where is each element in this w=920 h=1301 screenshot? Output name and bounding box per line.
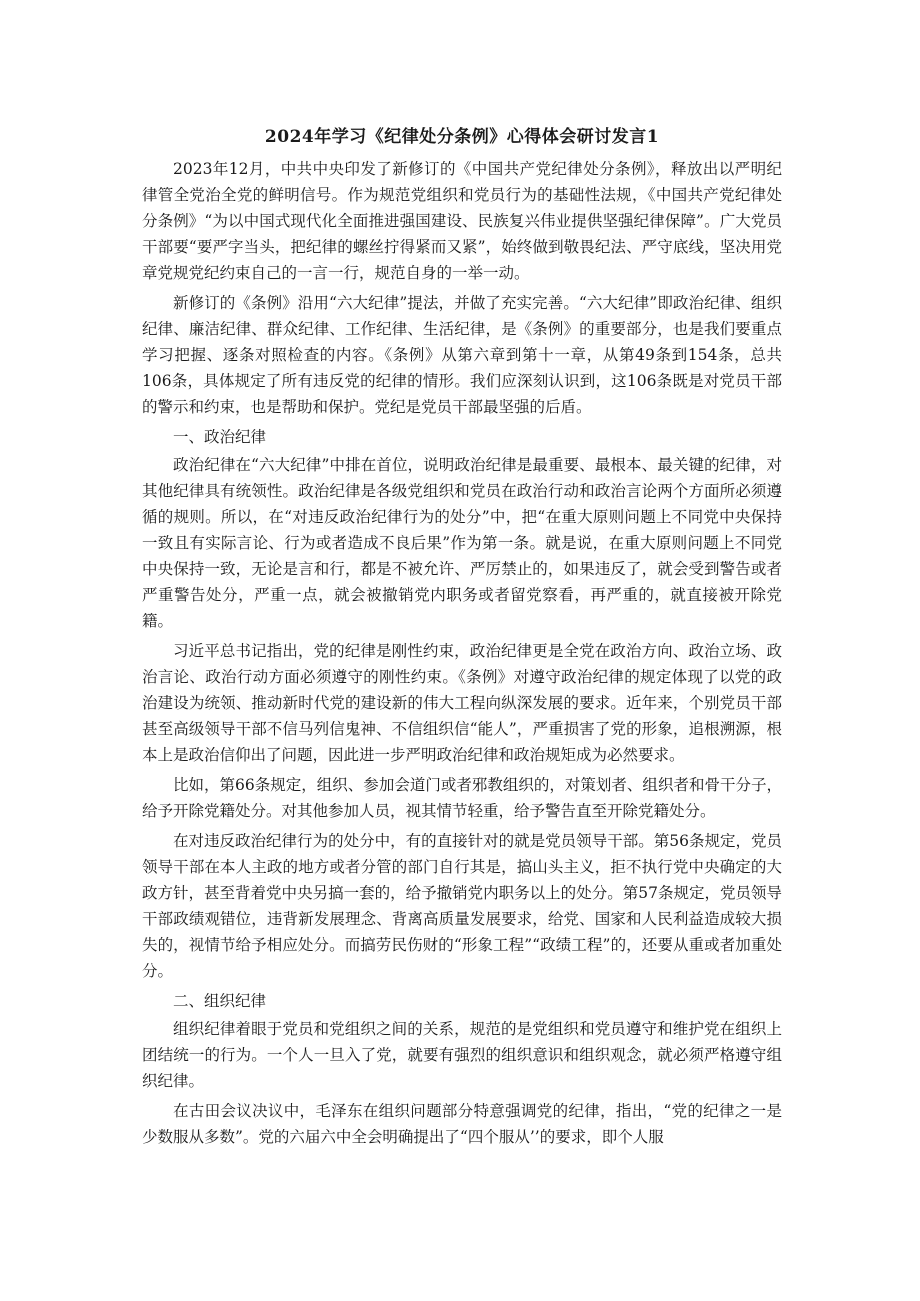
section2-paragraph-2: 在古田会议决议中，毛泽东在组织问题部分特意强调党的纪律，指出，“党的纪律之一是少数服从多数”。党的六届六中全会明确提出了“四个服从’’的要求，即个人服 xyxy=(142,1102,782,1146)
intro-paragraph-1: 2023年12月，中共中央印发了新修订的《中国共产党纪律处分条例》，释放出以严明纪律管全党治全党的鲜明信号。作为规范党组织和党员行为的基础性法规，《中国共产党纪律处分条例》“为以中国式现代化全面推进强国建设、民族复兴伟业提供坚强纪律保障”。广大党员干部要“要严字当头，把纪律的螺丝拧得紧而又紧”，始终做到敬畏纪法、严守底线，坚决用党章党规党纪约束自己的一言一行，规范自身的一举一动。 xyxy=(142,160,782,282)
section2-paragraph-1: 组织纪律着眼于党员和党组织之间的关系，规范的是党组织和党员遵守和维护党在组织上团结统一的行为。一个人一旦入了党，就要有强烈的组织意识和组织观念，就必须严格遵守组织纪律。 xyxy=(142,1020,782,1090)
section1-paragraph-4: 在对违反政治纪律行为的处分中，有的直接针对的就是党员领导干部。第56条规定，党员领导干部在本人主政的地方或者分管的部门自行其是，搞山头主义，拒不执行党中央确定的大政方针，甚至背着党中央另搞一套的，给予撤销党内职务以上的处分。第57条规定，党员领导干部政绩观错位，违背新发展理念、背离高质量发展要求，给党、国家和人民利益造成较大损失的，视情节给予相应处分。而搞劳民伤财的“形象工程”“政绩工程”的，还要从重或者加重处分。 xyxy=(142,832,782,980)
intro-paragraph-2: 新修订的《条例》沿用“六大纪律”提法，并做了充实完善。“六大纪律”即政治纪律、组织纪律、廉洁纪律、群众纪律、工作纪律、生活纪律，是《条例》的重要部分，也是我们要重点学习把握、逐条对照检查的内容。《条例》从第六章到第十一章，从第49条到154条，总共106条，具体规定了所有违反党的纪律的情形。我们应深刻认识到，这106条既是对党员干部的警示和约束，也是帮助和保护。党纪是党员干部最坚强的后盾。 xyxy=(142,294,782,416)
document-page xyxy=(142,124,782,1154)
section1-paragraph-2: 习近平总书记指出，党的纪律是刚性约束，政治纪律更是全党在政治方向、政治立场、政治言论、政治行动方面必须遵守的刚性约束。《条例》对遵守政治纪律的规定体现了以党的政治建设为统领、推动新时代党的建设新的伟大工程向纵深发展的要求。近年来，个别党员干部甚至高级领导干部不信马列信鬼神、不信组织信“能人”，严重损害了党的形象，追根溯源，根本上是政治信仰出了问题，因此进一步严明政治纪律和政治规矩成为必然要求。 xyxy=(142,642,782,764)
section-heading-organizational-discipline: 二、组织纪律 xyxy=(173,992,267,1010)
document-title: 2024年学习《纪律处分条例》心得体会研讨发言1 xyxy=(264,127,660,147)
section1-paragraph-3: 比如，第66条规定，组织、参加会道门或者邪教组织的，对策划者、组织者和骨干分子，给予开除党籍处分。对其他参加人员，视其情节轻重，给予警告直至开除党籍处分。 xyxy=(142,776,782,820)
section1-paragraph-1: 政治纪律在“六大纪律”中排在首位，说明政治纪律是最重要、最根本、最关键的纪律，对其他纪律具有统领性。政治纪律是各级党组织和党员在政治行动和政治言论两个方面所必须遵循的规则。所以，在“对违反政治纪律行为的处分”中，把“在重大原则问题上不同党中央保持一致且有实际言论、行为或者造成不良后果”作为第一条。就是说，在重大原则问题上不同党中央保持一致，无论是言和行，都是不被允许、严厉禁止的，如果违反了，就会受到警告或者严重警告处分，严重一点，就会被撤销党内职务或者留党察看，再严重的，就直接被开除党籍。 xyxy=(142,456,782,630)
section-heading-political-discipline: 一、政治纪律 xyxy=(173,428,267,446)
